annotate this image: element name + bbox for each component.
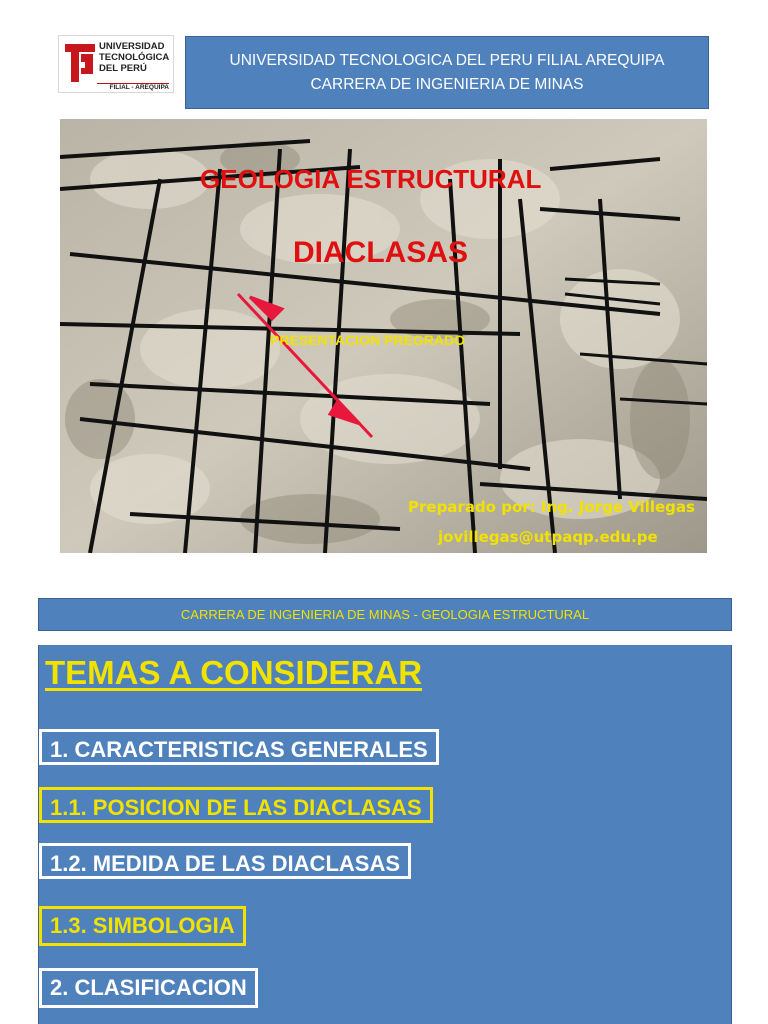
utp-logo-icon: [63, 40, 97, 86]
slide2-header-bar: CARRERA DE INGENIERIA DE MINAS - GEOLOGIA ESTRUCTURAL: [38, 598, 732, 631]
slide-subtitle: DIACLASAS: [293, 236, 469, 269]
author-email[interactable]: jovillegas@utpaqp.edu.pe: [438, 528, 658, 546]
topic-item-medida[interactable]: [39, 843, 411, 879]
slide-title: GEOLOGIA ESTRUCTURAL: [200, 164, 542, 194]
topic-item-simbologia[interactable]: [39, 906, 246, 946]
topic-item-clasificacion[interactable]: [39, 968, 258, 1008]
logo-text: UNIVERSIDAD TECNOLÓGICA DEL PERÚ: [99, 41, 170, 74]
topic-item-posicion[interactable]: [39, 787, 433, 823]
slide1-header: [185, 36, 709, 109]
topic-item-label: 1.1. POSICION DE LAS DIACLASAS: [50, 795, 422, 820]
header-line-2: CARRERA DE INGENIERIA DE MINAS: [310, 75, 584, 93]
topic-item-label: 1.3. SIMBOLOGIA: [50, 913, 235, 938]
header-line-1: UNIVERSIDAD TECNOLOGICA DEL PERU FILIAL AREQUIPA: [229, 51, 665, 69]
topic-item-label: 1.2. MEDIDA DE LAS DIACLASAS: [50, 851, 401, 876]
author-credit: Preparado por: Ing. Jorge Villegas: [408, 498, 695, 516]
logo-subtext: FILIAL - AREQUIPA: [97, 83, 169, 91]
university-logo: [58, 35, 174, 93]
topic-item-caracteristicas[interactable]: [39, 729, 439, 765]
topic-item-label: 1. CARACTERISTICAS GENERALES: [50, 737, 428, 762]
presentation-tag: PRESENTACION PREGRADO: [270, 332, 465, 348]
topic-item-label: 2. CLASIFICACION: [50, 975, 247, 1000]
topics-heading: TEMAS A CONSIDERAR: [45, 654, 423, 691]
